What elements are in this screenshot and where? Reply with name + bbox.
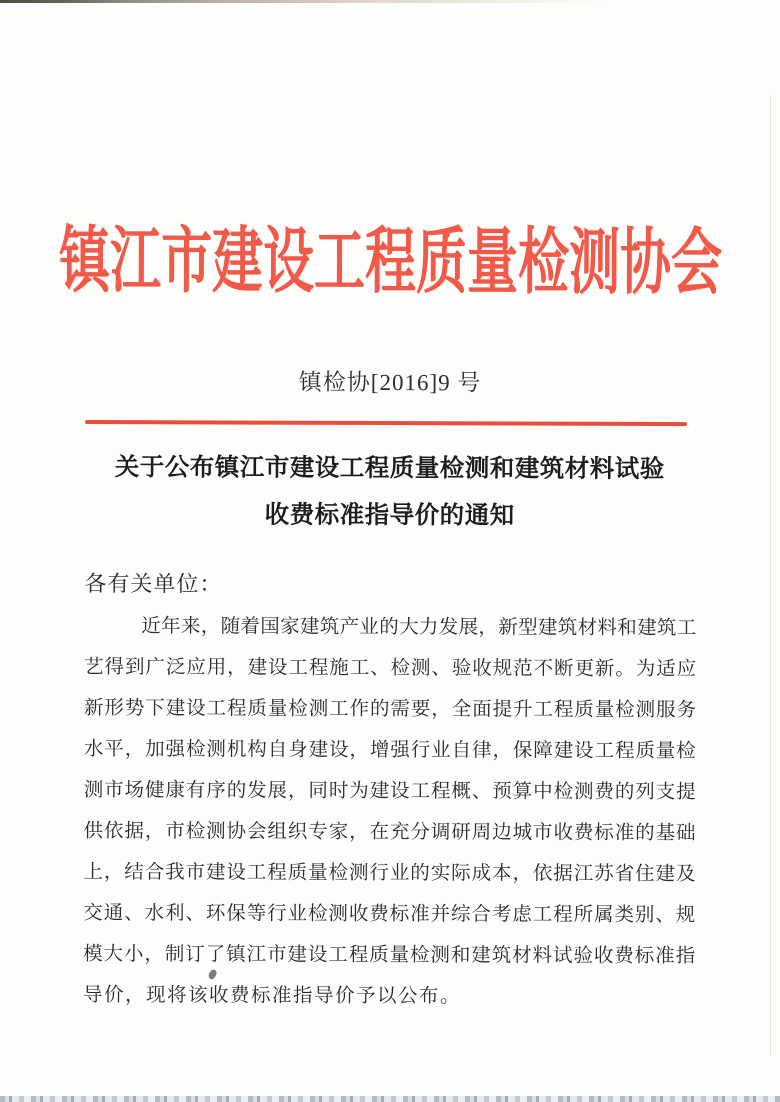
notice-title-line-2: 收费标准指导价的通知 [264,501,515,530]
paragraph-line: 供依据，市检测协会组织专家，在充分调研周边城市收费标准的基础 [83,820,696,845]
paragraph-line: 导价，现将该收费标准指导价予以公布。 [82,984,462,1008]
notice-title-line-1: 关于公布镇江市建设工程质量检测和建筑材料试验 [114,454,665,484]
salutation: 各有关单位： [84,570,223,597]
paragraph-line: 上，结合我市建设工程质量检测行业的实际成本，依据江苏省住建及 [83,861,696,886]
paragraph-line: 近年来，随着国家建筑产业的大力发展，新型建筑材料和建筑工 [141,616,697,640]
document-reference-number: 镇检协[2016]9 号 [298,369,482,396]
paragraph-line: 测市场健康有序的发展，同时为建设工程概、预算中检测费的列支提 [83,779,696,804]
paragraph-line: 艺得到广泛应用，建设工程施工、检测、验收规范不断更新。为适应 [84,656,697,681]
paragraph-line: 交通、水利、环保等行业检测收费标准并综合考虑工程所属类别、规 [83,902,696,927]
paragraph-line: 新形势下建设工程质量检测工作的需要，全面提升工程质量检测服务 [83,697,697,722]
scan-artifact-bottom-edge [0,1096,780,1102]
letterhead-red-divider [85,420,687,426]
notice-title [40,444,740,540]
scan-artifact-right-edge [770,95,771,1055]
organization-letterhead-title: 镇江市建设工程质量检测协会 [58,222,723,305]
paragraph-line: 水平，加强检测机构自身建设，增强行业自律，保障建设工程质量检 [83,738,696,763]
paragraph-line: 模大小，制订了镇江市建设工程质量检测和建筑材料试验收费标准指 [83,943,696,968]
body-paragraph [83,606,696,1018]
